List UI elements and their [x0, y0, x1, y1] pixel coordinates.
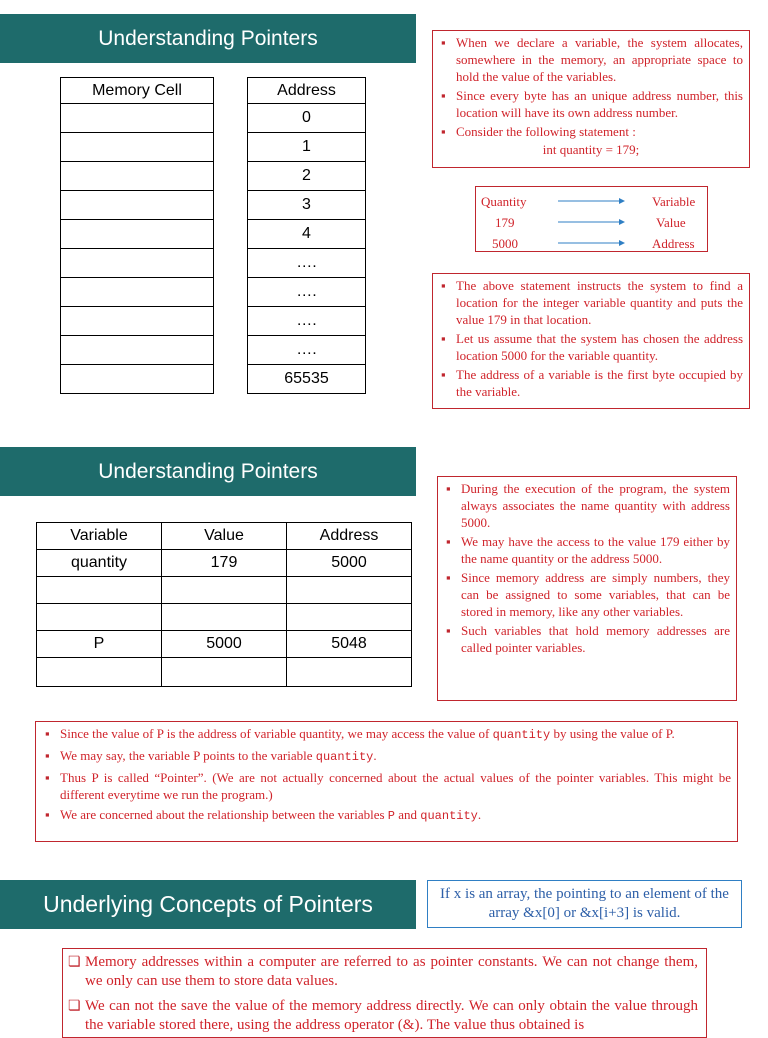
- mapping-left-col: [481, 191, 527, 254]
- memory-cell-header: Memory Cell: [61, 78, 214, 104]
- address-table: [247, 77, 366, 394]
- address-cell: ….: [248, 307, 366, 336]
- table-cell: [37, 658, 162, 687]
- code-statement: int quantity = 179;: [542, 142, 640, 157]
- table-cell: P: [37, 631, 162, 658]
- mapping-left-label: 5000: [492, 236, 518, 251]
- address-cell: 3: [248, 191, 366, 220]
- slide1-title: Understanding Pointers: [98, 26, 318, 50]
- table-cell: [287, 604, 412, 631]
- slide3-title: Underlying Concepts of Pointers: [43, 891, 373, 917]
- memory-cell: [61, 220, 214, 249]
- address-header: Address: [248, 78, 366, 104]
- table-cell: 5000: [287, 550, 412, 577]
- variable-table-header: Address: [287, 523, 412, 550]
- note-text: by using the value of P.: [550, 726, 675, 741]
- note-item: [60, 725, 731, 744]
- table-row: [37, 658, 412, 687]
- note-item: [60, 747, 731, 766]
- code-text: quantity: [315, 750, 374, 764]
- address-cell: ….: [248, 278, 366, 307]
- table-cell: [37, 604, 162, 631]
- note-text: .: [373, 748, 377, 763]
- note-item: ▪ Since every byte has an unique address number, this location will have its own address number.: [456, 87, 743, 121]
- slide2-title-banner: [0, 447, 416, 496]
- table-cell: 5048: [287, 631, 412, 658]
- table-row: [37, 550, 412, 577]
- note-item: ▪ Such variables that hold memory addresses are called pointer variables.: [461, 622, 730, 656]
- assignment-notes-box: [432, 273, 750, 409]
- code-text: quantity: [420, 809, 478, 823]
- address-cell: 4: [248, 220, 366, 249]
- table-cell: 5000: [162, 631, 287, 658]
- slide3-title-banner: [0, 880, 416, 929]
- address-cell: 2: [248, 162, 366, 191]
- table-cell: [162, 604, 287, 631]
- slide1-title-banner: [0, 14, 416, 63]
- note-item: ▪ We may have the access to the value 179 either by the name quantity or the address 5000.: [461, 533, 730, 567]
- mapping-arrows: [556, 191, 628, 251]
- table-cell: [162, 577, 287, 604]
- note-item: ▪ Since memory address are simply numbers, they can be assigned to some variables, that can be stored in memory, like any other variables.: [461, 569, 730, 620]
- address-cell: 65535: [248, 365, 366, 394]
- address-cell: ….: [248, 249, 366, 278]
- address-cell: 1: [248, 133, 366, 162]
- mapping-right-col: [652, 191, 695, 254]
- mapping-right-label: Address: [652, 236, 695, 251]
- address-cell: ….: [248, 336, 366, 365]
- memory-cell-table: [60, 77, 214, 394]
- note-item: ▪ The address of a variable is the first byte occupied by the variable.: [456, 366, 743, 400]
- note-item: ▪ Thus P is called “Pointer”. (We are not actually concerned about the actual values of the pointer variables. This might be different everytime we run the program.): [60, 769, 731, 803]
- concept-item: ❏ Memory addresses within a computer are referred to as pointer constants. We can not change them, we only can use them to store data values.: [85, 953, 698, 991]
- note-text: We may say, the variable P points to the variable: [60, 748, 316, 763]
- mapping-box: [475, 186, 708, 252]
- note-text: .: [477, 807, 482, 822]
- table-cell: 179: [162, 550, 287, 577]
- note-text: and: [394, 807, 421, 822]
- variable-table: [36, 522, 412, 687]
- note-item: ▪ When we declare a variable, the system allocates, somewhere in the memory, an appropriate space to hold the value of the variables.: [456, 34, 743, 85]
- memory-cell: [61, 365, 214, 394]
- table-row: [37, 604, 412, 631]
- table-cell: quantity: [37, 550, 162, 577]
- variable-table-header: Variable: [37, 523, 162, 550]
- note-item: ▪ Consider the following statement :: [456, 123, 743, 140]
- note-item: ▪ Let us assume that the system has chosen the address location 5000 for the variable quantity.: [456, 330, 743, 364]
- memory-cell: [61, 249, 214, 278]
- pointer-relationship-box: [35, 721, 738, 842]
- note-text: Since the value of P is the address of variable quantity, we may access the value of: [60, 726, 493, 741]
- code-text: quantity: [492, 728, 551, 742]
- table-cell: [37, 577, 162, 604]
- pointer-notes-box: [437, 476, 737, 701]
- note-text: We are concerned about the relationship between the variables: [60, 807, 388, 822]
- array-callout: If x is an array, the pointing to an element of the array &x[0] or &x[i+3] is valid.: [427, 880, 742, 928]
- declaration-notes-box: [432, 30, 750, 168]
- mapping-right-label: Variable: [652, 194, 696, 209]
- table-row: [37, 577, 412, 604]
- note-item: ▪ The above statement instructs the system to find a location for the integer variable quantity and puts the value 179 in that location.: [456, 277, 743, 328]
- memory-cell: [61, 104, 214, 133]
- code-text: P: [387, 809, 395, 823]
- slide2-title: Understanding Pointers: [98, 459, 318, 483]
- memory-cell: [61, 278, 214, 307]
- table-row: [37, 631, 412, 658]
- memory-cell: [61, 191, 214, 220]
- mapping-right-label: Value: [656, 215, 686, 230]
- table-cell: [162, 658, 287, 687]
- address-cell: 0: [248, 104, 366, 133]
- concept-item: ❏ We can not the save the value of the memory address directly. We can only obtain the value through the variable stored there, using the address operator (&). The value thus obtained is: [85, 997, 698, 1035]
- pointer-concepts-box: [62, 948, 707, 1038]
- memory-cell: [61, 336, 214, 365]
- mapping-left-label: Quantity: [481, 194, 527, 209]
- memory-cell: [61, 307, 214, 336]
- mapping-left-label: 179: [495, 215, 515, 230]
- table-cell: [287, 577, 412, 604]
- note-item: ▪ During the execution of the program, the system always associates the name quantity with address 5000.: [461, 480, 730, 531]
- memory-cell: [61, 133, 214, 162]
- note-item: [60, 806, 731, 825]
- variable-table-header: Value: [162, 523, 287, 550]
- table-cell: [287, 658, 412, 687]
- memory-cell: [61, 162, 214, 191]
